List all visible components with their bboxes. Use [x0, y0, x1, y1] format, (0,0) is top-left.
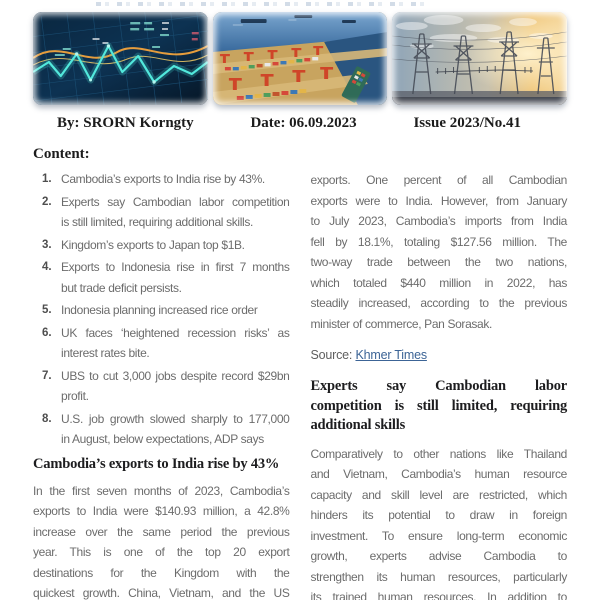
text-line: competition is still limited, requiring	[310, 397, 567, 414]
text-line: to July 2023, Cambodia’s imports from India	[310, 214, 567, 228]
text-line: Experts say Cambodian labor competition	[61, 194, 290, 209]
text-line: exports to India were $140.93 million, a 42.8%	[33, 504, 290, 518]
toc-item-number: 2.	[42, 195, 52, 208]
toc-item-number: 6.	[42, 326, 52, 339]
toc-item-number: 7.	[42, 369, 52, 382]
text-line: Indonesia planning increased rice order	[61, 303, 258, 317]
toc-item-number: 8.	[42, 412, 52, 425]
toc-item	[33, 169, 290, 190]
text-line: capacity and skill level are restricted, which	[310, 487, 567, 502]
text-line: interest rates bite.	[61, 346, 150, 360]
text-line: but trade deficit persists.	[61, 280, 182, 295]
text-line: exports were to India. However, from January	[310, 193, 567, 208]
text-line: destinations for the Kingdom with the	[33, 565, 290, 580]
article1-title	[33, 455, 290, 474]
text-line: in August, below expectations, ADP says	[61, 432, 264, 446]
content-columns	[33, 145, 567, 600]
text-line: two-way trade between the two nations,	[310, 255, 567, 269]
issue-number: Issue 2023/No.41	[413, 115, 521, 131]
text-line: and Vietnam, Cambodia’s human resource	[310, 467, 567, 481]
text-line: additional skills	[310, 417, 406, 433]
toc-item-number: 4.	[42, 261, 52, 273]
text-line: is still limited, requiring additional skills.	[61, 215, 253, 229]
toc-item	[33, 366, 290, 407]
text-line: quickest growth. China, Vietnam, and the US	[33, 586, 290, 600]
clipped-masthead-title	[96, 2, 432, 6]
power-grid-sunset-photo	[392, 12, 567, 105]
text-line: Experts say Cambodian labor	[310, 378, 567, 394]
text-line: growth, experts advise Cambodia to	[310, 549, 567, 563]
text-line: Kingdom’s exports to Japan top $1B.	[61, 237, 245, 252]
source-line	[311, 347, 568, 364]
right-column	[311, 145, 568, 600]
text-line: investment. To ensure long-term economic	[310, 528, 567, 543]
toc-item	[33, 192, 290, 233]
content-label: Content:	[33, 146, 90, 162]
article2-body	[311, 444, 568, 600]
masthead-photos	[33, 12, 567, 105]
byline-row	[33, 114, 567, 133]
text-line: exports. One percent of all Cambodian	[310, 173, 567, 187]
source-label: Source:	[310, 348, 353, 362]
text-line: steadily increased, according to the previous	[310, 296, 567, 310]
container-port-image	[213, 12, 388, 105]
article2-title	[311, 377, 568, 436]
container-port-photo	[213, 12, 388, 105]
toc-item-number: 1.	[42, 173, 52, 185]
text-line: Cambodia’s exports to India rise by 43%.	[61, 172, 265, 186]
text-line: UK faces ‘heightened recession risks’ as	[61, 325, 290, 340]
text-line: Cambodia’s exports to India rise by 43%	[33, 455, 280, 472]
article1-body-right	[311, 170, 568, 334]
text-line: Exports to Indonesia rise in first 7 months	[61, 260, 290, 274]
text-line: increase over the same period the previous	[33, 524, 290, 539]
toc-item	[33, 257, 290, 298]
stock-market-chart-image	[33, 12, 208, 105]
toc-item	[33, 409, 290, 450]
source-link[interactable]: Khmer Times	[355, 348, 427, 362]
text-line: hinders its potential to draw in foreign	[310, 508, 567, 522]
text-line: strengthen its human resources, particularly	[310, 569, 567, 584]
toc-item-number: 5.	[42, 304, 52, 316]
text-line: In the first seven months of 2023, Cambodia’s	[33, 483, 290, 498]
stock-market-chart-photo	[33, 12, 208, 105]
text-line: year. This is one of the top 20 export	[33, 545, 290, 559]
article1-body-left	[33, 481, 290, 600]
text-line: U.S. job growth slowed sharply to 177,000	[61, 411, 290, 426]
text-line: minister of commerce, Pan Sorasak.	[310, 316, 493, 331]
text-line: UBS to cut 3,000 jobs despite record $29bn	[61, 368, 290, 383]
left-column	[33, 145, 290, 600]
text-line: fell by 18.1%, totaling $127.56 million. The	[310, 234, 567, 249]
author: By: SRORN Korngty	[57, 115, 194, 131]
toc-item	[33, 323, 290, 364]
power-grid-sunset-image	[392, 12, 567, 105]
issue-date: Date: 06.09.2023	[250, 115, 357, 131]
text-line: which totaled $440 million in 2022, has	[310, 275, 567, 290]
text-line: profit.	[61, 389, 89, 403]
text-line: its trained human resources. In addition to	[310, 590, 567, 600]
toc-item	[33, 300, 290, 321]
toc-item	[33, 235, 290, 256]
table-of-contents	[33, 169, 290, 450]
text-line: Comparatively to other nations like Thailand	[310, 446, 567, 461]
toc-item-number: 3.	[42, 238, 52, 251]
